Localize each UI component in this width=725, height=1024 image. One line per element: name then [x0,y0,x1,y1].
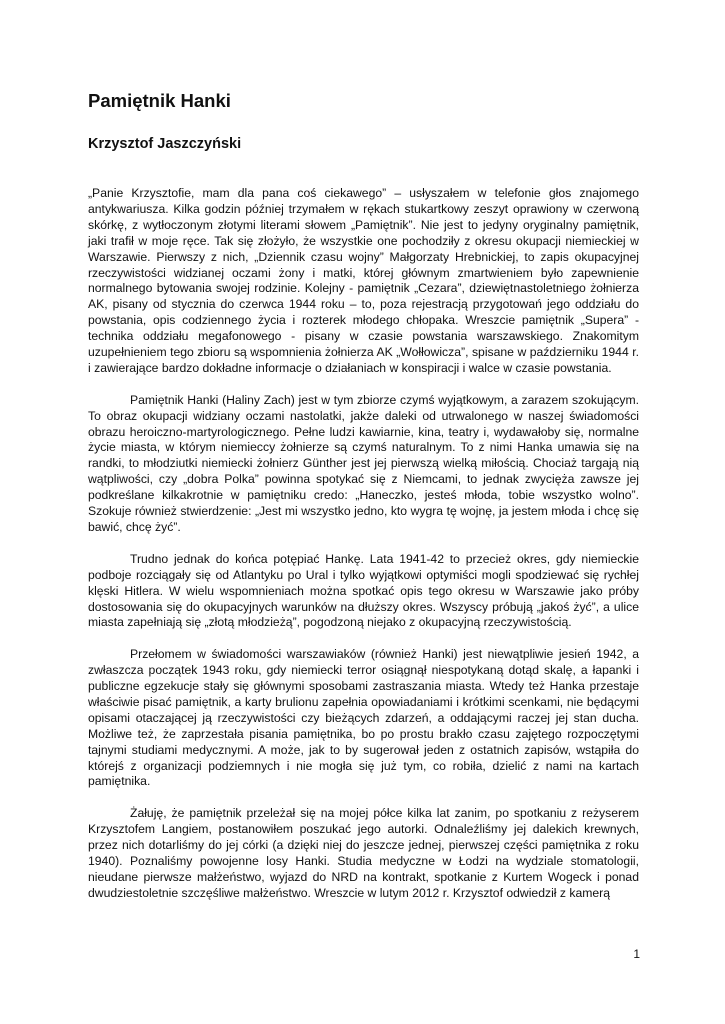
document-author: Krzysztof Jaszczyński [88,136,242,152]
paragraph: Trudno jednak do końca potępiać Hankę. Lata 1941-42 to przecież okres, gdy niemieckie podboje rozciągały się od Atlantyku po Ural i tylko wyjątkowi optymiści mogli spodziewać się rychłej klęski Hitlera. W wielu wspomnieniach można spotkać opis tego okresu w Warszawie jako próby dostosowania się do okupacyjnych warunków na dłuższy okres. Wszyscy próbują „jakoś żyć”, a ulice miasta zapełniają się „złotą młodzieżą”, pogodzoną niejako z okupacyjną rzeczywistością. [88,551,639,630]
document-body [88,186,639,902]
paragraph: Przełomem w świadomości warszawiaków (również Hanki) jest niewątpliwie jesień 1942, a zwłaszcza początek 1943 roku, gdy niemiecki terror osiągnął niespotykaną dotąd skalę, a łapanki i publiczne egzekucje stały się głównymi sposobami zastraszania miasta. Wtedy też Hanka przestaje właściwie pisać pamiętnik, a karty brulionu zapełnia opowiadaniami i krótkimi scenkami, nie będącymi opisami otaczającej ją rzeczywistości czy bieżących zdarzeń, a oddającymi raczej jej stan ducha. Możliwe też, że zaprzestała pisania pamiętnika, bo po prostu brakło czasu zajętego rozpoczętymi tajnymi studiami medycznymi. A może, jak to by sugerował jeden z ostatnich zapisów, wstąpiła do którejś z organizacji podziemnych i nie mogła się już tym, co robiła, dzielić z nami na kartach pamiętnika. [88,647,639,789]
paragraph: Żałuję, że pamiętnik przeleżał się na mojej półce kilka lat zanim, po spotkaniu z reżyserem Krzysztofem Langiem, postanowiłem poszukać jego autorki. Odnaleźliśmy jej dalekich krewnych, przez nich dotarliśmy do jej córki (a dzięki niej do jeszcze jednej, pierwszej części pamiętnika z roku 1940). Poznaliśmy powojenne losy Hanki. Studia medyczne w Łodzi na wydziale stomatologii, nieudane pierwsze małżeństwo, wyjazd do NRD na kontrakt, spotkanie z Kurtem Wogeck i ponad dwudziestoletnie szczęśliwe małżeństwo. Wreszcie w lutym 2012 r. Krzysztof odwiedził z kamerą [88,806,639,900]
page-number: 1 [633,947,640,961]
paragraph: Pamiętnik Hanki (Haliny Zach) jest w tym zbiorze czymś wyjątkowym, a zarazem szokującym. To obraz okupacji widziany oczami nastolatki, jakże daleki od utrwalonego w naszej świadomości obrazu heroiczno-martyrologicznego. Pełne ludzi kawiarnie, kina, teatry i, wydawałoby się, normalne życie miasta, w którym niemieccy żołnierze są czymś naturalnym. To z nimi Hanka umawia się na randki, to młodziutki niemiecki żołnierz Günther jest jej pierwszą wielką miłością. Chociaż targają nią wątpliwości, czy „dobra Polka” powinna spotykać się z Niemcami, to jednak zwycięża zawsze jej podkreślane kilkakrotnie w pamiętniku credo: „Haneczko, jesteś młoda, tobie wszystko wolno”. Szokuje również stwierdzenie: „Jest mi wszystko jedno, kto wygra tę wojnę, ja jestem młoda i chcę się bawić, chcę żyć”. [88,392,639,535]
document-title: Pamiętnik Hanki [88,90,231,111]
paragraph: „Panie Krzysztofie, mam dla pana coś ciekawego” – usłyszałem w telefonie głos znajomego antykwariusza. Kilka godzin później trzymałem w rękach stukartkowy zeszyt oprawiony w czerwoną skórkę, z wytłoczonym złotymi literami słowem „Pamiętnik”. Nie jest to jedyny oryginalny pamiętnik, jaki trafił w moje ręce. Tak się złożyło, że wszystkie one pochodziły z okresu okupacji niemieckiej w Warszawie. Pierwszy z nich, „Dziennik czasu wojny” Małgorzaty Hrebnickiej, to zapis okupacyjnej rzeczywistości widzianej oczami żony i matki, której głównym zmartwieniem było zapewnienie normalnego bytowania swojej rodzinie. Kolejny - pamiętnik „Cezara”, dziewiętnastoletniego żołnierza AK, pisany od stycznia do czerwca 1944 roku – to, poza rejestracją przygotowań jego oddziału do powstania, opis codziennego życia i rozterek młodego chłopaka. Wreszcie pamiętnik „Supera” - technika oddziału megafonowego - pisany w czasie powstania warszawskiego. Znakomitym uzupełnieniem tego zbioru są wspomnienia żołnierza AK „Wołłowicza”, spisane w październiku 1944 r. i zawierające bardzo dokładne informacje o działaniach w konspiracji i walce w czasie powstania. [88,186,639,375]
